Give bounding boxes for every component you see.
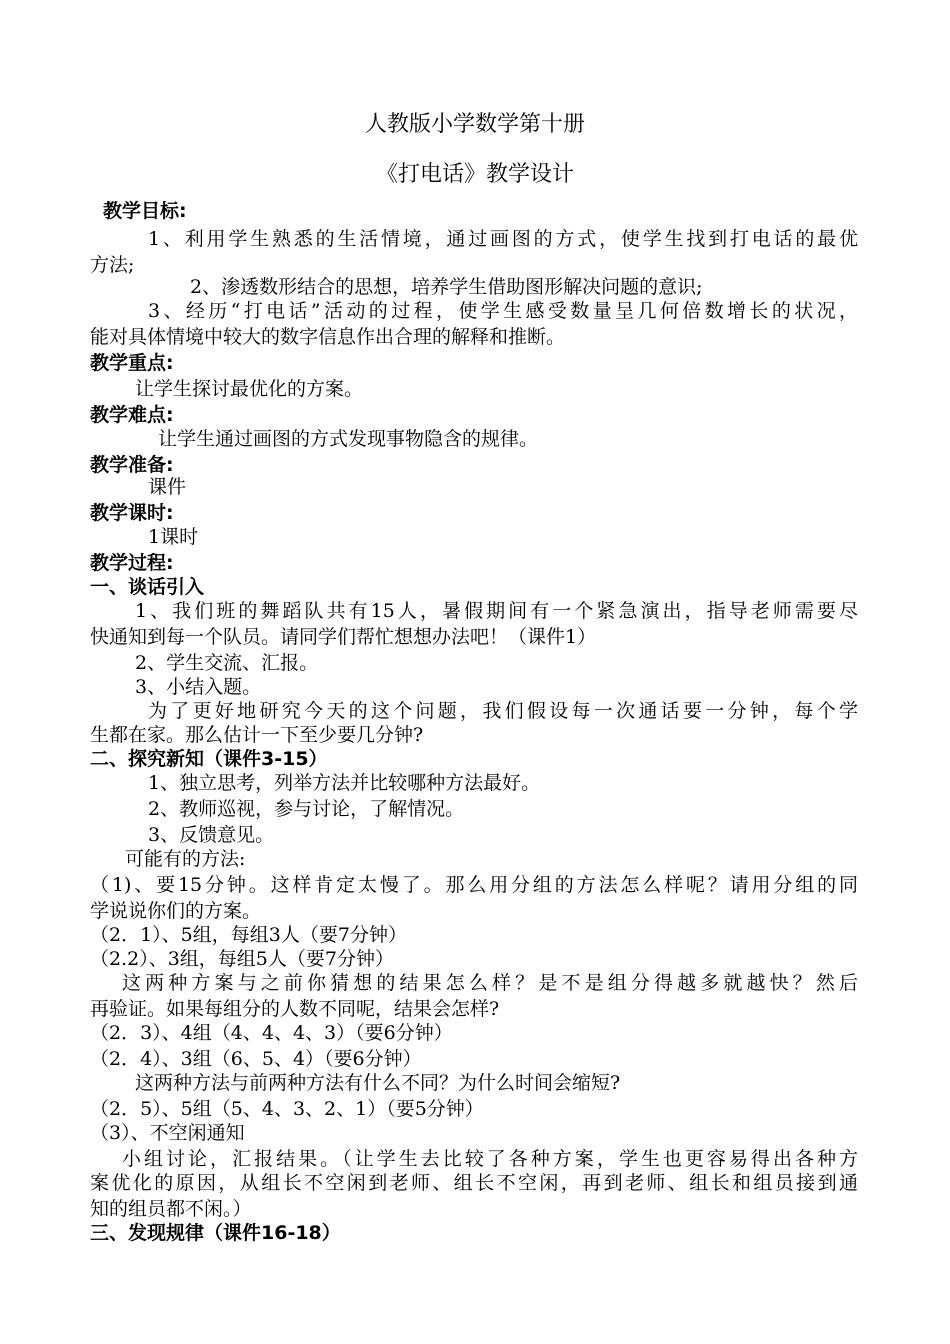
objectives-heading: 教学目标: <box>103 200 187 222</box>
section-2-para-4: 可能有的方法: <box>125 848 246 870</box>
preparation-text: 课件 <box>148 476 187 498</box>
difficulty-heading: 教学难点: <box>90 404 174 426</box>
question-2: 这两种方法与前两种方法有什么不同？为什么时间会缩短? <box>135 1072 621 1094</box>
section-2-para-3: 3、反馈意见。 <box>148 824 275 846</box>
section-1-para-1-line2: 快通知到每一个队员。请同学们帮忙想想办法吧！（课件1） <box>90 626 597 648</box>
class-hours-heading: 教学课时: <box>90 502 174 524</box>
objective-2: 2、渗透数形结合的思想，培养学生借助图形解决问题的意识; <box>190 276 703 298</box>
section-2-heading: 二、探究新知（课件3-15） <box>90 748 328 770</box>
section-1-para-4-line2: 生都在家。那么估计一下至少要几分钟? <box>90 724 424 746</box>
class-hours-text: 1课时 <box>148 526 199 548</box>
method-2-4: （2．4）、3组（6、5、4）（要6分钟） <box>90 1048 422 1070</box>
section-1-para-4-line1: 为了更好地研究今天的这个问题，我们假设每一次通话要一分钟，每个学 <box>148 700 858 722</box>
method-3: （3）、不空闲通知 <box>90 1122 245 1144</box>
method-2-2: （2.2）、3组，每组5人（要7分钟） <box>90 948 394 970</box>
discussion-line2: 案优化的原因，从组长不空闲到老师、组长不空闲，再到老师、组长和组员接到通 <box>90 1172 858 1194</box>
section-1-heading: 一、谈话引入 <box>90 576 205 598</box>
method-2-1: （2．1）、5组，每组3人（要7分钟） <box>90 924 407 946</box>
discussion-line1: 小组讨论，汇报结果。（让学生去比较了各种方案，学生也更容易得出各种方 <box>122 1148 858 1170</box>
discussion-line3: 知的组员都不闲。） <box>90 1198 252 1220</box>
objective-1-line1: 1、利用学生熟悉的生活情境，通过画图的方式，使学生找到打电话的最优 <box>148 228 858 250</box>
section-2-para-2: 2、教师巡视，参与讨论，了解情况。 <box>148 798 465 820</box>
method-2-3: （2．3）、4组（4、4、4、3）（要6分钟） <box>90 1022 453 1044</box>
objective-1-line2: 方法; <box>90 254 135 276</box>
method-1-line1: （1)、要15分钟。这样肯定太慢了。那么用分组的方法怎么样呢？请用分组的同 <box>90 874 858 896</box>
difficulty-text: 让学生通过画图的方式发现事物隐含的规律。 <box>158 428 539 450</box>
objective-3-line1: 3、经历“打电话”活动的过程，使学生感受数量呈几何倍数增长的状况， <box>148 300 858 322</box>
section-2-para-1: 1、独立思考，列举方法并比较哪种方法最好。 <box>148 772 541 794</box>
section-1-para-1-line1: 1、我们班的舞蹈队共有15人，暑假期间有一个紧急演出，指导老师需要尽 <box>135 600 858 622</box>
key-point-heading: 教学重点: <box>90 352 174 374</box>
doc-title-line1: 人教版小学数学第十册 <box>364 112 585 137</box>
section-1-para-2: 2、学生交流、汇报。 <box>135 652 319 674</box>
section-1-para-3: 3、小结入题。 <box>135 676 262 698</box>
question-1-line1: 这两种方案与之前你猜想的结果怎么样？是不是组分得越多就越快？然后 <box>122 972 858 994</box>
doc-title-line2: 《打电话》教学设计 <box>375 162 574 187</box>
process-heading: 教学过程: <box>90 552 174 574</box>
method-1-line2: 学说说你们的方案。 <box>90 900 262 922</box>
method-2-5: （2．5）、5组（5、4、3、2、1）（要5分钟） <box>90 1098 484 1120</box>
key-point-text: 让学生探讨最优化的方案。 <box>135 378 364 400</box>
section-3-heading: 三、发现规律（课件16-18） <box>90 1222 341 1244</box>
preparation-heading: 教学准备: <box>90 454 174 476</box>
question-1-line2: 再验证。如果每组分的人数不同呢，结果会怎样? <box>90 998 500 1020</box>
objective-3-line2: 能对具体情境中较大的数字信息作出合理的解释和推断。 <box>90 326 566 348</box>
